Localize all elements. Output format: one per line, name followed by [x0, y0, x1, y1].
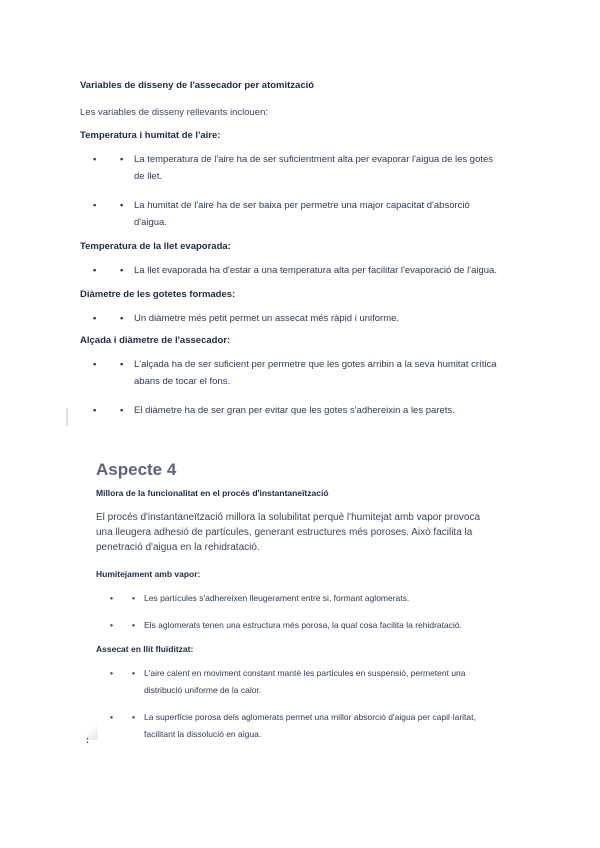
list-air [80, 151, 500, 231]
aspect-title: Aspecte 4 [96, 460, 177, 479]
section-title: Variables de disseny de l'assecador per atomització [80, 80, 315, 91]
group-heading-dryer: Alçada i diàmetre de l'assecador: [80, 335, 231, 346]
section-spray-dryer [80, 80, 500, 419]
group-heading-droplet: Diàmetre de les gotetes formades: [80, 289, 236, 300]
list-item: • • Un diàmetre més petit permet un assecat més ràpid i uniforme. [93, 313, 400, 324]
corner-dot: : [86, 735, 89, 745]
section-aspect-4 [96, 460, 496, 743]
intro-text: Les variables de disseny rellevants inclouen: [80, 107, 268, 118]
list-item: • • La superfície porosa dels aglomerats permet una millor absorció d'aigua per capil·laritat, facilitant la dissolució en aigua. [110, 712, 476, 739]
list-item: • • L'alçada ha de ser suficient per permetre que les gotes arribin a la seva humitat crítica abans de tocar el fons. [93, 359, 497, 387]
list-item: • • La humitat de l'aire ha de ser baixa per permetre una major capacitat d'absorció d'aigua. [93, 200, 470, 228]
aspect-subtitle: Millora de la funcionalitat en el procés d'instantaneïtzació [96, 488, 329, 498]
list-fluid-bed [96, 665, 496, 743]
margin-marker [66, 408, 68, 426]
list-item: • • El diàmetre ha de ser gran per evitar que les gotes s'adhereixin a les parets. [93, 405, 455, 416]
group-heading-milk-temp: Temperatura de la llet evaporada: [80, 241, 231, 252]
group-heading-air: Temperatura i humitat de l'aire: [80, 130, 221, 141]
group-heading-fluid-bed: Assecat en llit fluïditzat: [96, 644, 194, 654]
list-item: • • L'aire calent en moviment constant manté les partícules en suspensió, permetent una distribució uniforme de la calor. [110, 668, 466, 695]
list-item: • • Les partícules s'adhereixen lleugerament entre si, formant aglomerats. [110, 593, 410, 603]
list-item: • • La temperatura de l'aire ha de ser suficientment alta per evaporar l'aigua de les gotes de llet. [93, 154, 494, 182]
group-heading-steam: Humitejament amb vapor: [96, 569, 201, 579]
aspect-paragraph: El procés d'instantaneïtzació millora la solubilitat perquè l'humitejat amb vapor provoca una lleugera adhesió de partícules, generant estructures més poroses. Això facilita la penetració d'aigua en la rehidratació. [96, 512, 481, 553]
list-milk-temp [80, 262, 500, 279]
list-item: • • La llet evaporada ha d'estar a una temperatura alta per facilitar l'evaporació de l'aigua. [93, 265, 497, 276]
list-dryer [80, 356, 500, 419]
list-item: • • Els aglomerats tenen una estructura més porosa, la qual cosa facilita la rehidratació. [110, 620, 462, 630]
list-droplet [80, 310, 500, 327]
list-steam [96, 590, 496, 634]
